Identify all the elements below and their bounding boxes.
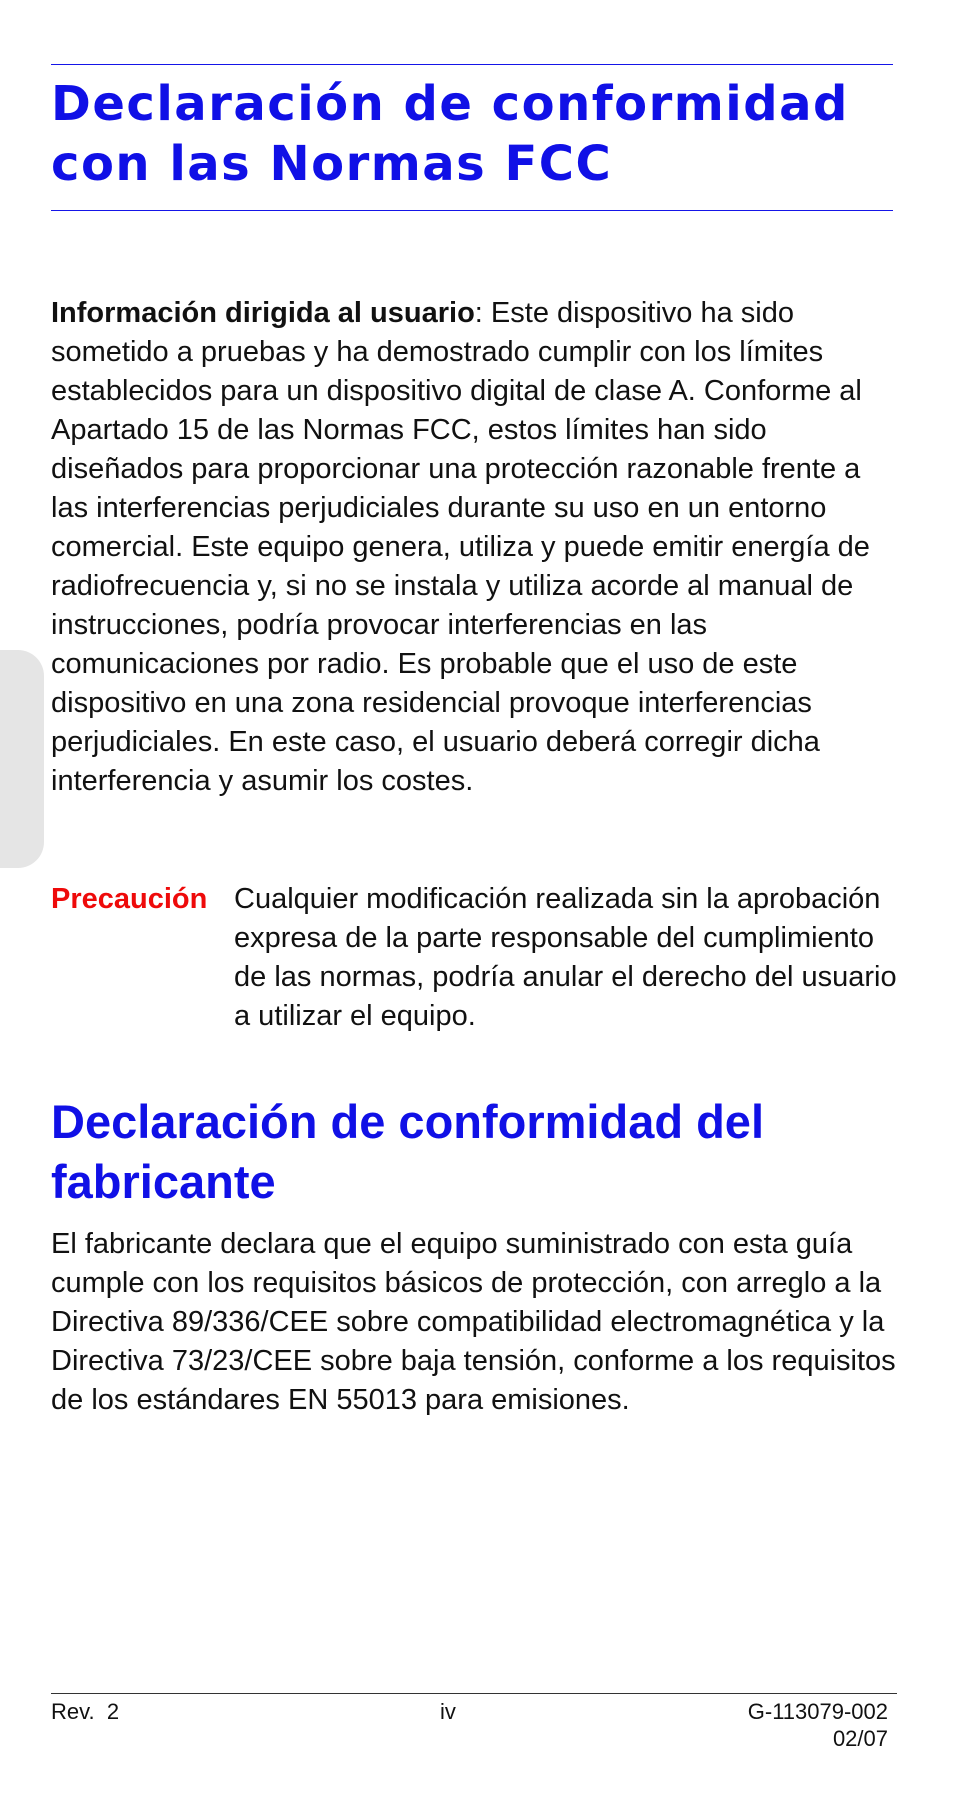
side-tab-marker	[0, 650, 44, 868]
footer-date: 02/07	[832, 1726, 888, 1751]
manufacturer-section-title: Declaración de conformidad del fabricante	[51, 1095, 765, 1208]
user-info-text: Este dispositivo ha sido sometido a pruebas y ha demostrado cumplir con los límites establecidos para un dispositivo digital de clase A. Conforme al Apartado 15 de las Normas FCC, estos límites han sido diseñados para proporcionar una protección razonable frente a las interferencias perjudiciales durante su uso en un entorno comercial. Este equipo genera, utiliza y puede emitir energía de radiofrecuencia y, si no se instala y utiliza acorde al manual de instrucciones, podría provocar interferencias en las comunicaciones por radio. Es probable que el uso de este dispositivo en una zona residencial provoque interferencias perjudiciales. En este caso, el usuario deberá corregir dicha interferencia y asumir los costes.	[51, 297, 870, 797]
footer-document-info	[748, 1698, 888, 1752]
manufacturer-declaration-paragraph: El fabricante declara que el equipo suministrado con esta guía cumple con los requisitos básicos de protección, con arreglo a la Directiva 89/336/CEE sobre compatibilidad electromagnética y la Directiva 73/23/CEE sobre baja tensión, conforme a los requisitos de los estándares EN 55013 para emisiones.	[51, 1228, 896, 1416]
footer-page-number: iv	[440, 1699, 456, 1724]
caution-text: Cualquier modificación realizada sin la aprobación expresa de la parte responsable del cumplimiento de las normas, podría anular el derecho del usuario a utilizar el equipo.	[234, 883, 897, 1032]
footer-rule	[51, 1693, 897, 1694]
user-info-separator: :	[474, 297, 483, 329]
footer-document-id: G-113079-002	[747, 1699, 888, 1724]
footer-revision: Rev. 2	[51, 1699, 120, 1724]
user-info-label: Información dirigida al usuario	[51, 297, 475, 329]
fcc-section-title: Declaración de conformidad con las Normas FCC	[51, 76, 849, 192]
caution-label: Precaución	[51, 883, 208, 915]
fcc-user-info-paragraph	[51, 294, 901, 801]
title-top-rule	[51, 64, 893, 65]
title-bottom-rule	[51, 210, 893, 211]
